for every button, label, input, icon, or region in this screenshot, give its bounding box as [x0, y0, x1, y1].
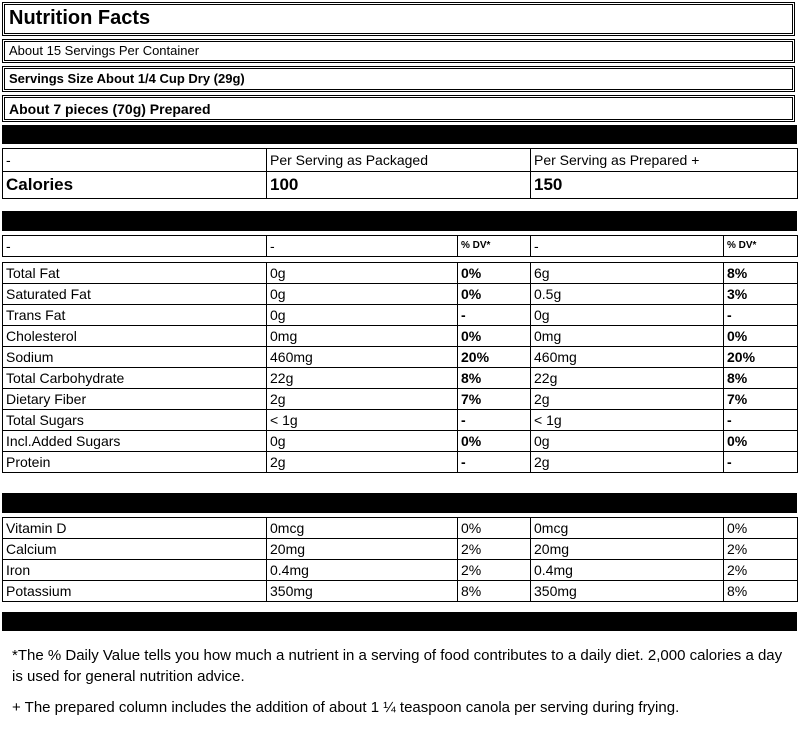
- nutrient-prepared: < 1g: [531, 410, 724, 431]
- nutrient-name: Incl.Added Sugars: [3, 431, 267, 452]
- nutrient-row: [3, 410, 798, 431]
- nutrient-packaged-dv: 7%: [458, 389, 531, 410]
- nutrient-prepared: 22g: [531, 368, 724, 389]
- vitamin-prepared-dv: 0%: [724, 518, 798, 539]
- column-header-prepared: Per Serving as Prepared +: [531, 149, 798, 172]
- vitamin-packaged: 350mg: [267, 581, 458, 602]
- vitamin-row: [3, 518, 798, 539]
- nutrient-prepared-dv: 3%: [724, 284, 798, 305]
- nutrient-prepared-dv: -: [724, 305, 798, 326]
- vitamin-prepared-dv: 2%: [724, 539, 798, 560]
- dv-header-label: % DV*: [724, 236, 798, 257]
- vitamin-prepared: 350mg: [531, 581, 724, 602]
- nutrient-prepared-dv: 7%: [724, 389, 798, 410]
- vitamin-packaged-dv: 2%: [458, 539, 531, 560]
- nutrient-name: Trans Fat: [3, 305, 267, 326]
- nutrient-packaged-dv: 0%: [458, 263, 531, 284]
- vitamin-packaged-dv: 0%: [458, 518, 531, 539]
- vitamin-packaged: 0.4mg: [267, 560, 458, 581]
- title-box: [2, 2, 795, 36]
- nutrient-packaged: 22g: [267, 368, 458, 389]
- vitamin-packaged-dv: 8%: [458, 581, 531, 602]
- dv-header-blank: -: [531, 236, 724, 257]
- prepared-amount: About 7 pieces (70g) Prepared: [9, 101, 211, 117]
- nutrient-prepared-dv: 8%: [724, 263, 798, 284]
- nutrient-packaged: 0mg: [267, 326, 458, 347]
- nutrient-name: Total Fat: [3, 263, 267, 284]
- nutrients-table: [2, 235, 798, 473]
- vitamin-packaged: 0mcg: [267, 518, 458, 539]
- nutrient-prepared-dv: 20%: [724, 347, 798, 368]
- nutrient-packaged: 0g: [267, 263, 458, 284]
- calories-prepared: 150: [531, 172, 798, 199]
- nutrient-name: Cholesterol: [3, 326, 267, 347]
- servings-per-container: About 15 Servings Per Container: [9, 43, 200, 58]
- nutrient-packaged: 0g: [267, 305, 458, 326]
- nutrient-packaged-dv: -: [458, 305, 531, 326]
- nutrient-row: [3, 263, 798, 284]
- nutrient-prepared-dv: 8%: [724, 368, 798, 389]
- separator-bar-4: [2, 612, 797, 631]
- vitamin-prepared: 0.4mg: [531, 560, 724, 581]
- separator-bar-2: [2, 211, 797, 231]
- nutrient-name: Total Carbohydrate: [3, 368, 267, 389]
- prepared-amount-box: [2, 95, 795, 122]
- nutrient-name: Saturated Fat: [3, 284, 267, 305]
- nutrient-packaged: 460mg: [267, 347, 458, 368]
- nutrient-prepared-dv: 0%: [724, 326, 798, 347]
- separator-bar-3: [2, 493, 797, 513]
- nutrient-packaged-dv: 0%: [458, 431, 531, 452]
- calories-packaged: 100: [267, 172, 531, 199]
- nutrient-prepared: 0mg: [531, 326, 724, 347]
- dv-header-label: % DV*: [458, 236, 531, 257]
- nutrient-row: [3, 389, 798, 410]
- nutrient-name: Dietary Fiber: [3, 389, 267, 410]
- nutrient-packaged-dv: -: [458, 452, 531, 473]
- vitamins-table: [2, 517, 798, 602]
- nutrient-row: [3, 452, 798, 473]
- nutrient-packaged-dv: 0%: [458, 284, 531, 305]
- nutrient-prepared-dv: -: [724, 410, 798, 431]
- vitamin-prepared: 0mcg: [531, 518, 724, 539]
- dv-header-blank: -: [267, 236, 458, 257]
- calories-row: [3, 172, 798, 199]
- nutrient-row: [3, 368, 798, 389]
- dv-header-blank: -: [3, 236, 267, 257]
- nutrient-prepared: 0g: [531, 431, 724, 452]
- vitamin-prepared-dv: 2%: [724, 560, 798, 581]
- column-header-packaged: Per Serving as Packaged: [267, 149, 531, 172]
- calories-table: [2, 148, 798, 199]
- column-header-blank: -: [3, 149, 267, 172]
- vitamin-name: Calcium: [3, 539, 267, 560]
- vitamin-name: Vitamin D: [3, 518, 267, 539]
- nutrient-packaged-dv: 20%: [458, 347, 531, 368]
- nutrient-packaged: 2g: [267, 389, 458, 410]
- nutrient-name: Total Sugars: [3, 410, 267, 431]
- vitamin-row: [3, 560, 798, 581]
- nutrient-row: [3, 305, 798, 326]
- vitamin-name: Iron: [3, 560, 267, 581]
- column-header-row: [3, 149, 798, 172]
- vitamin-row: [3, 581, 798, 602]
- separator-bar-1: [2, 125, 797, 144]
- nutrient-row: [3, 284, 798, 305]
- vitamin-prepared: 20mg: [531, 539, 724, 560]
- dv-header-row: [3, 236, 798, 257]
- vitamin-prepared-dv: 8%: [724, 581, 798, 602]
- nutrient-prepared-dv: -: [724, 452, 798, 473]
- nutrient-packaged-dv: 8%: [458, 368, 531, 389]
- serving-size-box: [2, 66, 795, 92]
- nutrient-row: [3, 347, 798, 368]
- nutrient-packaged: < 1g: [267, 410, 458, 431]
- nutrient-packaged: 2g: [267, 452, 458, 473]
- vitamin-name: Potassium: [3, 581, 267, 602]
- label-title: Nutrition Facts: [9, 7, 151, 29]
- nutrient-row: [3, 326, 798, 347]
- nutrient-prepared: 2g: [531, 389, 724, 410]
- nutrient-prepared: 0g: [531, 305, 724, 326]
- nutrient-name: Protein: [3, 452, 267, 473]
- nutrient-prepared-dv: 0%: [724, 431, 798, 452]
- nutrient-prepared: 2g: [531, 452, 724, 473]
- nutrient-prepared: 0.5g: [531, 284, 724, 305]
- calories-label: Calories: [3, 172, 267, 199]
- nutrient-packaged: 0g: [267, 284, 458, 305]
- servings-per-container-box: [2, 39, 795, 63]
- nutrient-row: [3, 431, 798, 452]
- vitamin-packaged-dv: 2%: [458, 560, 531, 581]
- nutrient-prepared: 460mg: [531, 347, 724, 368]
- nutrient-packaged-dv: 0%: [458, 326, 531, 347]
- footnote-daily-value: *The % Daily Value tells you how much a nutrient in a serving of food contributes to a daily diet. 2,000 calories a day is used for general nutrition advice.: [12, 647, 783, 685]
- serving-size: Servings Size About 1/4 Cup Dry (29g): [9, 71, 245, 86]
- vitamin-packaged: 20mg: [267, 539, 458, 560]
- nutrient-packaged-dv: -: [458, 410, 531, 431]
- nutrient-packaged: 0g: [267, 431, 458, 452]
- vitamin-row: [3, 539, 798, 560]
- nutrient-name: Sodium: [3, 347, 267, 368]
- nutrient-prepared: 6g: [531, 263, 724, 284]
- footnote-prepared: + The prepared column includes the addition of about 1 ¼ teaspoon canola per serving during frying.: [12, 699, 680, 716]
